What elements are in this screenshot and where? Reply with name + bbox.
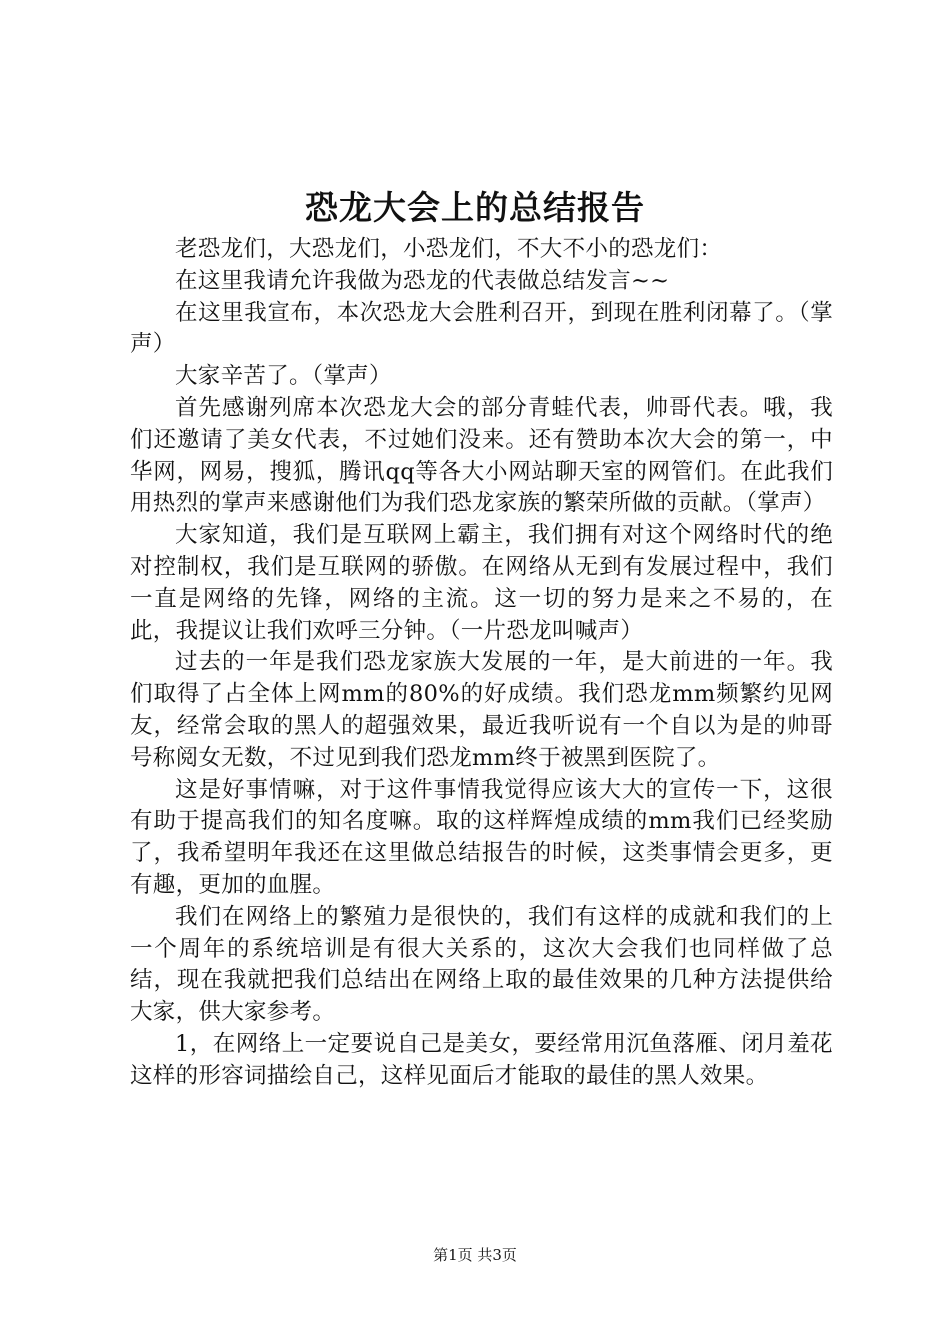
paragraph-10: 1，在网络上一定要说自己是美女，要经常用沉鱼落雁、闭月羞花这样的形容词描绘自己，这样见面后才能取的最佳的黑人效果。 (130, 1030, 833, 1089)
document-title: 恐龙大会上的总结报告 (305, 188, 645, 227)
paragraph-3: 在这里我宣布，本次恐龙大会胜利召开，到现在胜利闭幕了。（掌声） (130, 299, 833, 358)
paragraph-7: 过去的一年是我们恐龙家族大发展的一年，是大前进的一年。我们取得了占全体上网mm的80%的好成绩。我们恐龙mm频繁约见网友，经常会取的黑人的超强效果，最近我听说有一个自以为是的帅哥号称阅女无数，不过见到我们恐龙mm终于被黑到医院了。 (130, 649, 833, 771)
paragraph-4: 大家辛苦了。（掌声） (175, 363, 392, 390)
document-body (130, 234, 833, 1093)
paragraph-6: 大家知道，我们是互联网上霸主，我们拥有对这个网络时代的绝对控制权，我们是互联网的骄傲。在网络从无到有发展过程中，我们一直是网络的先锋，网络的主流。这一切的努力是来之不易的，在此，我提议让我们欢呼三分钟。（一片恐龙叫喊声） (130, 522, 833, 644)
page-number-footer: 第1页 共3页 (433, 1246, 517, 1264)
paragraph-9: 我们在网络上的繁殖力是很快的，我们有这样的成就和我们的上一个周年的系统培训是有很大关系的，这次大会我们也同样做了总结，现在我就把我们总结出在网络上取的最佳效果的几种方法提供给大家，供大家参考。 (130, 903, 833, 1026)
paragraph-1: 老恐龙们，大恐龙们，小恐龙们，不大不小的恐龙们： (175, 236, 723, 262)
paragraph-5: 首先感谢列席本次恐龙大会的部分青蛙代表，帅哥代表。哦，我们还邀请了美女代表，不过她们没来。还有赞助本次大会的第一，中华网，网易，搜狐，腾讯qq等各大小网站聊天室的网管们。在此我们用热烈的掌声来感谢他们为我们恐龙家族的繁荣所做的贡献。（掌声） (130, 394, 833, 517)
paragraph-8: 这是好事情嘛，对于这件事情我觉得应该大大的宣传一下，这很有助于提高我们的知名度嘛。取的这样辉煌成绩的mm我们已经奖励了，我希望明年我还在这里做总结报告的时候，这类事情会更多，更有趣，更加的血腥。 (130, 776, 833, 898)
paragraph-2: 在这里我请允许我做为恐龙的代表做总结发言~~ (175, 267, 670, 294)
